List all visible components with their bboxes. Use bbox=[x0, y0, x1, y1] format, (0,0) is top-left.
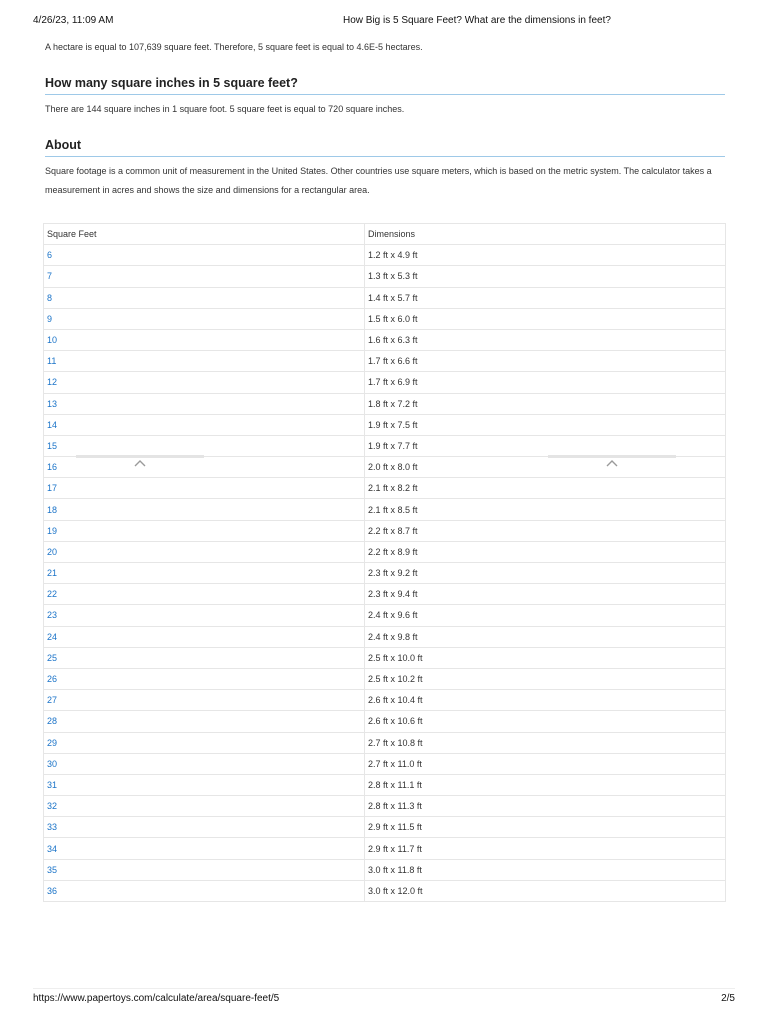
dimensions-cell: 2.7 ft x 10.8 ft bbox=[365, 732, 726, 753]
square-inches-paragraph: There are 144 square inches in 1 square foot. 5 square feet is equal to 720 square inches. bbox=[45, 104, 405, 114]
table-row bbox=[44, 266, 726, 287]
scroll-up-control-left[interactable] bbox=[76, 452, 204, 470]
print-page-title: How Big is 5 Square Feet? What are the dimensions in feet? bbox=[343, 15, 611, 26]
square-feet-table bbox=[43, 223, 726, 902]
square-feet-link[interactable]: 22 bbox=[44, 584, 365, 605]
dimensions-cell: 2.6 ft x 10.6 ft bbox=[365, 711, 726, 732]
table-row bbox=[44, 308, 726, 329]
dimensions-cell: 2.3 ft x 9.4 ft bbox=[365, 584, 726, 605]
table-header-row bbox=[44, 224, 726, 245]
print-footer bbox=[33, 993, 735, 1009]
table-row bbox=[44, 774, 726, 795]
page-number: 2/5 bbox=[721, 993, 735, 1004]
dimensions-cell: 1.3 ft x 5.3 ft bbox=[365, 266, 726, 287]
dimensions-cell: 1.5 ft x 6.0 ft bbox=[365, 308, 726, 329]
dimensions-cell: 2.1 ft x 8.2 ft bbox=[365, 478, 726, 499]
article-content bbox=[45, 38, 725, 200]
table-row bbox=[44, 711, 726, 732]
dimensions-cell: 2.6 ft x 10.4 ft bbox=[365, 690, 726, 711]
dimensions-cell: 2.8 ft x 11.1 ft bbox=[365, 774, 726, 795]
square-feet-link[interactable]: 25 bbox=[44, 647, 365, 668]
table-row bbox=[44, 584, 726, 605]
square-feet-link[interactable]: 35 bbox=[44, 859, 365, 880]
table-row bbox=[44, 245, 726, 266]
chevron-up-icon[interactable] bbox=[134, 458, 146, 468]
square-feet-link[interactable]: 32 bbox=[44, 796, 365, 817]
hectare-paragraph: A hectare is equal to 107,639 square feet. Therefore, 5 square feet is equal to 4.6E-5 hectares. bbox=[45, 42, 423, 52]
dimensions-cell: 2.9 ft x 11.7 ft bbox=[365, 838, 726, 859]
table-row bbox=[44, 372, 726, 393]
square-feet-link[interactable]: 20 bbox=[44, 541, 365, 562]
dimensions-cell: 1.8 ft x 7.2 ft bbox=[365, 393, 726, 414]
square-feet-link[interactable]: 36 bbox=[44, 880, 365, 901]
table-row bbox=[44, 796, 726, 817]
table-row bbox=[44, 329, 726, 350]
dimensions-cell: 2.2 ft x 8.7 ft bbox=[365, 520, 726, 541]
square-feet-link[interactable]: 19 bbox=[44, 520, 365, 541]
dimensions-cell: 2.0 ft x 8.0 ft bbox=[365, 457, 726, 478]
chevron-up-icon[interactable] bbox=[606, 458, 618, 468]
table-row bbox=[44, 499, 726, 520]
square-feet-link[interactable]: 10 bbox=[44, 329, 365, 350]
table-body bbox=[44, 245, 726, 902]
dimensions-cell: 2.1 ft x 8.5 ft bbox=[365, 499, 726, 520]
table-row bbox=[44, 732, 726, 753]
square-feet-link[interactable]: 9 bbox=[44, 308, 365, 329]
square-feet-link[interactable]: 30 bbox=[44, 753, 365, 774]
table-row bbox=[44, 817, 726, 838]
dimensions-cell: 2.7 ft x 11.0 ft bbox=[365, 753, 726, 774]
dimensions-cell: 2.9 ft x 11.5 ft bbox=[365, 817, 726, 838]
dimensions-cell: 2.8 ft x 11.3 ft bbox=[365, 796, 726, 817]
square-feet-link[interactable]: 8 bbox=[44, 287, 365, 308]
square-feet-link[interactable]: 6 bbox=[44, 245, 365, 266]
dimensions-cell: 2.4 ft x 9.6 ft bbox=[365, 605, 726, 626]
table-row bbox=[44, 478, 726, 499]
scroll-up-control-right[interactable] bbox=[548, 452, 676, 470]
square-feet-link[interactable]: 7 bbox=[44, 266, 365, 287]
dimensions-cell: 2.2 ft x 8.9 ft bbox=[365, 541, 726, 562]
square-feet-link[interactable]: 15 bbox=[44, 435, 365, 456]
dimensions-cell: 1.7 ft x 6.9 ft bbox=[365, 372, 726, 393]
square-feet-link[interactable]: 29 bbox=[44, 732, 365, 753]
table-row bbox=[44, 690, 726, 711]
dimensions-cell: 1.9 ft x 7.5 ft bbox=[365, 414, 726, 435]
square-feet-link[interactable]: 31 bbox=[44, 774, 365, 795]
about-paragraph: Square footage is a common unit of measurement in the United States. Other countries use square meters, which is based on the metric system. The calculator takes a measurement in acres and shows the size and dimensions for a rectangular area. bbox=[45, 166, 712, 195]
dimensions-cell: 3.0 ft x 11.8 ft bbox=[365, 859, 726, 880]
dimensions-cell: 1.9 ft x 7.7 ft bbox=[365, 435, 726, 456]
square-feet-link[interactable]: 34 bbox=[44, 838, 365, 859]
table-row bbox=[44, 563, 726, 584]
table-row bbox=[44, 668, 726, 689]
square-feet-link[interactable]: 12 bbox=[44, 372, 365, 393]
dimensions-cell: 2.4 ft x 9.8 ft bbox=[365, 626, 726, 647]
table-row bbox=[44, 753, 726, 774]
dimensions-cell: 1.6 ft x 6.3 ft bbox=[365, 329, 726, 350]
square-feet-link[interactable]: 13 bbox=[44, 393, 365, 414]
column-header-square-feet: Square Feet bbox=[44, 224, 365, 245]
page-url: https://www.papertoys.com/calculate/area/square-feet/5 bbox=[33, 993, 280, 1004]
square-feet-link[interactable]: 33 bbox=[44, 817, 365, 838]
about-heading: About bbox=[45, 138, 725, 157]
square-feet-link[interactable]: 14 bbox=[44, 414, 365, 435]
table-row bbox=[44, 838, 726, 859]
square-feet-link[interactable]: 23 bbox=[44, 605, 365, 626]
dimensions-cell: 1.7 ft x 6.6 ft bbox=[365, 351, 726, 372]
square-feet-link[interactable]: 24 bbox=[44, 626, 365, 647]
table-row bbox=[44, 626, 726, 647]
table-row bbox=[44, 287, 726, 308]
dimensions-cell: 1.4 ft x 5.7 ft bbox=[365, 287, 726, 308]
print-datetime: 4/26/23, 11:09 AM bbox=[33, 15, 114, 26]
square-feet-link[interactable]: 17 bbox=[44, 478, 365, 499]
table-row bbox=[44, 520, 726, 541]
square-feet-link[interactable]: 18 bbox=[44, 499, 365, 520]
dimensions-cell: 3.0 ft x 12.0 ft bbox=[365, 880, 726, 901]
table-row bbox=[44, 351, 726, 372]
table-row bbox=[44, 859, 726, 880]
dimensions-cell: 2.3 ft x 9.2 ft bbox=[365, 563, 726, 584]
dimensions-cell: 1.2 ft x 4.9 ft bbox=[365, 245, 726, 266]
table-row bbox=[44, 880, 726, 901]
square-inches-heading: How many square inches in 5 square feet? bbox=[45, 76, 725, 95]
table-row bbox=[44, 647, 726, 668]
print-header bbox=[33, 15, 735, 31]
square-feet-link[interactable]: 21 bbox=[44, 563, 365, 584]
table-row bbox=[44, 605, 726, 626]
footer-divider bbox=[33, 988, 735, 989]
square-feet-link[interactable]: 27 bbox=[44, 690, 365, 711]
dimensions-cell: 2.5 ft x 10.0 ft bbox=[365, 647, 726, 668]
table-row bbox=[44, 414, 726, 435]
table-row bbox=[44, 393, 726, 414]
square-feet-link[interactable]: 16 bbox=[44, 457, 365, 478]
square-feet-link[interactable]: 11 bbox=[44, 351, 365, 372]
square-feet-link[interactable]: 28 bbox=[44, 711, 365, 732]
square-feet-link[interactable]: 26 bbox=[44, 668, 365, 689]
column-header-dimensions: Dimensions bbox=[365, 224, 726, 245]
table-row bbox=[44, 541, 726, 562]
dimensions-cell: 2.5 ft x 10.2 ft bbox=[365, 668, 726, 689]
